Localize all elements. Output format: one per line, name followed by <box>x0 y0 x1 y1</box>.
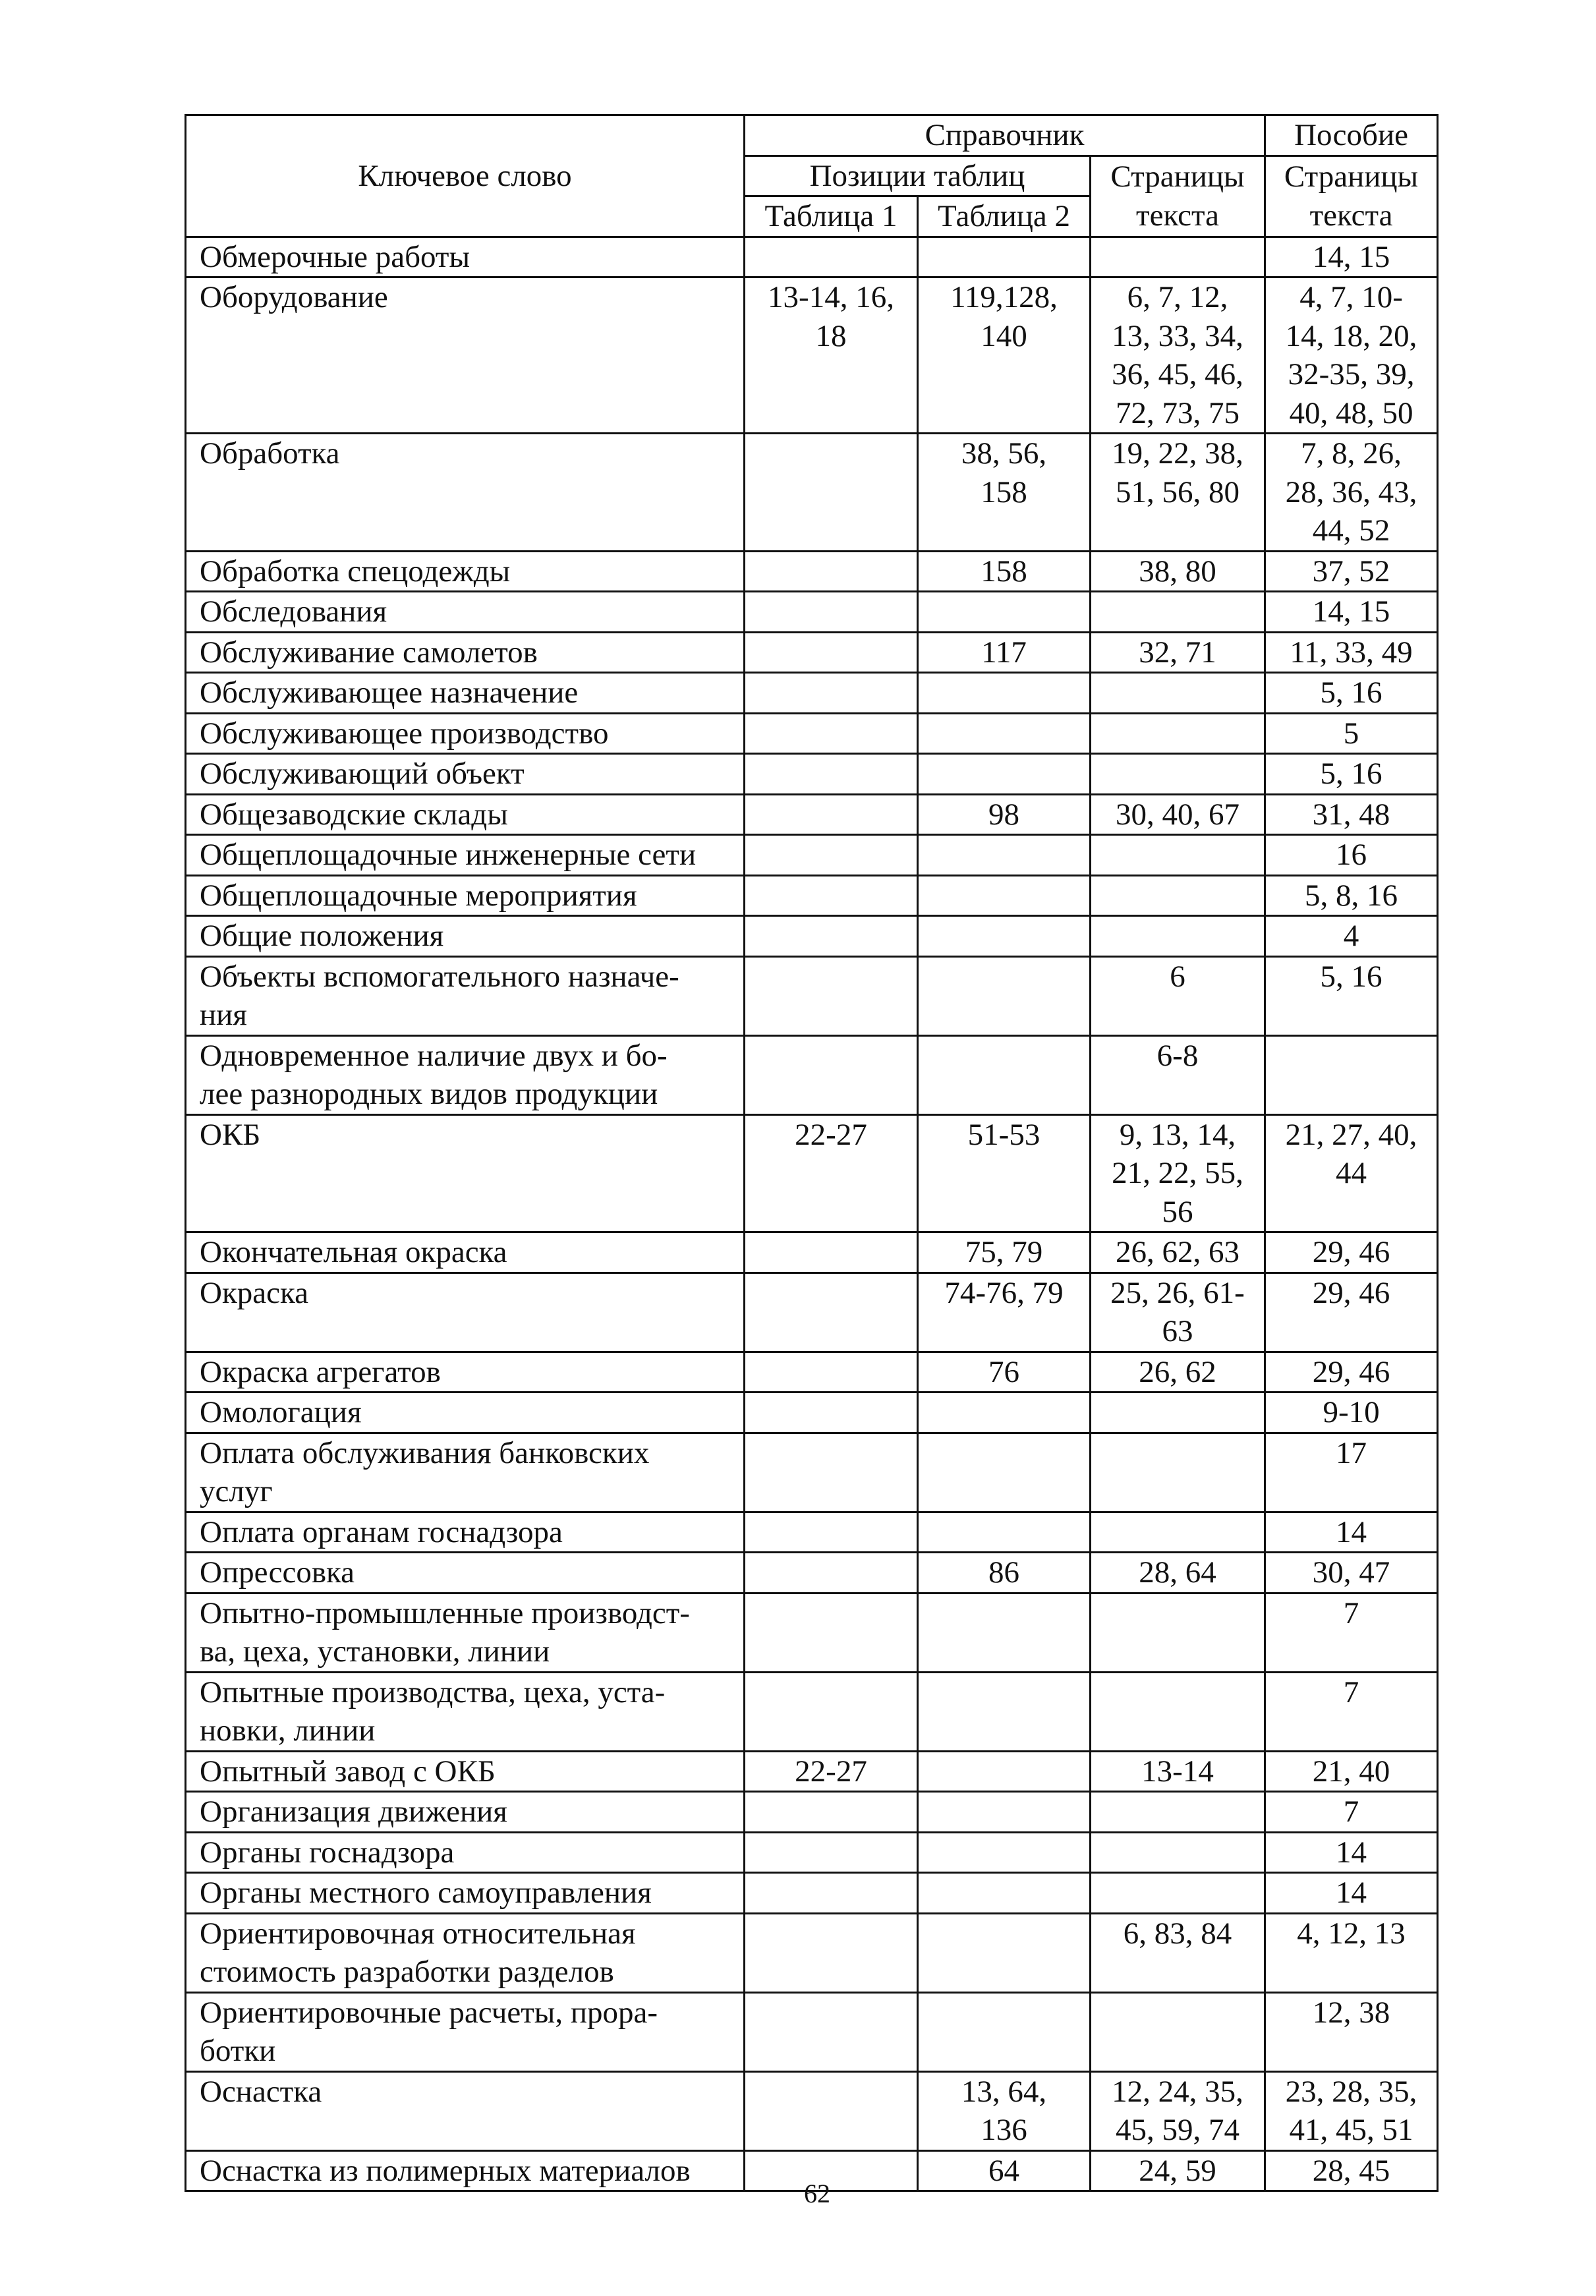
cell-manual-pages: 29, 46 <box>1265 1352 1438 1392</box>
cell-table2: 117 <box>918 632 1091 673</box>
cell-manual-pages: 5, 16 <box>1265 754 1438 795</box>
cell-table2 <box>918 1792 1091 1833</box>
cell-table1 <box>745 713 918 754</box>
table-row <box>186 1352 1438 1392</box>
cell-reference-pages <box>1091 1832 1265 1873</box>
cell-keyword: Окраска агрегатов <box>186 1352 745 1392</box>
cell-manual-pages: 5, 16 <box>1265 956 1438 1035</box>
cell-table1: 13-14, 16, 18 <box>745 277 918 434</box>
cell-table1 <box>745 754 918 795</box>
cell-table1 <box>745 551 918 592</box>
cell-keyword: Обработка <box>186 434 745 552</box>
cell-table2 <box>918 875 1091 916</box>
cell-manual-pages: 4, 7, 10- 14, 18, 20, 32-35, 39, 40, 48, 50 <box>1265 277 1438 434</box>
cell-keyword: Органы госнадзора <box>186 1832 745 1873</box>
cell-keyword: Оснастка <box>186 2071 745 2150</box>
cell-reference-pages: 9, 13, 14, 21, 22, 55, 56 <box>1091 1114 1265 1232</box>
cell-table1 <box>745 1832 918 1873</box>
cell-table2 <box>918 1992 1091 2071</box>
cell-manual-pages: 30, 47 <box>1265 1553 1438 1593</box>
cell-table1 <box>745 673 918 714</box>
cell-reference-pages: 13-14 <box>1091 1751 1265 1792</box>
cell-reference-pages: 25, 26, 61- 63 <box>1091 1273 1265 1352</box>
cell-reference-pages <box>1091 1512 1265 1553</box>
cell-reference-pages: 26, 62 <box>1091 1352 1265 1392</box>
cell-manual-pages: 23, 28, 35, 41, 45, 51 <box>1265 2071 1438 2150</box>
cell-table2: 74-76, 79 <box>918 1273 1091 1352</box>
cell-manual-pages: 7 <box>1265 1672 1438 1751</box>
cell-table2: 76 <box>918 1352 1091 1392</box>
cell-reference-pages <box>1091 673 1265 714</box>
cell-keyword: Опытный завод с ОКБ <box>186 1751 745 1792</box>
cell-table1 <box>745 1672 918 1751</box>
cell-table1 <box>745 592 918 633</box>
header-keyword: Ключевое слово <box>186 115 745 237</box>
cell-table2 <box>918 1751 1091 1792</box>
table-row <box>186 1035 1438 1114</box>
cell-table1 <box>745 1593 918 1672</box>
table-row <box>186 875 1438 916</box>
cell-table1 <box>745 1035 918 1114</box>
cell-table1 <box>745 1553 918 1593</box>
table-row <box>186 1992 1438 2071</box>
cell-reference-pages <box>1091 1672 1265 1751</box>
cell-table1 <box>745 1913 918 1992</box>
cell-reference-pages: 12, 24, 35, 45, 59, 74 <box>1091 2071 1265 2150</box>
cell-table2 <box>918 673 1091 714</box>
table-body <box>186 237 1438 2191</box>
table-row <box>186 1273 1438 1352</box>
table-row <box>186 1512 1438 1553</box>
cell-table2: 98 <box>918 794 1091 835</box>
table-row <box>186 916 1438 957</box>
table-row <box>186 1553 1438 1593</box>
cell-table2 <box>918 237 1091 277</box>
cell-table2 <box>918 1433 1091 1512</box>
cell-manual-pages: 7, 8, 26, 28, 36, 43, 44, 52 <box>1265 434 1438 552</box>
cell-table2: 75, 79 <box>918 1232 1091 1273</box>
cell-table2 <box>918 1832 1091 1873</box>
cell-reference-pages <box>1091 754 1265 795</box>
cell-reference-pages: 28, 64 <box>1091 1553 1265 1593</box>
cell-keyword: Окраска <box>186 1273 745 1352</box>
cell-reference-pages <box>1091 1992 1265 2071</box>
cell-table2: 13, 64, 136 <box>918 2071 1091 2150</box>
cell-table1 <box>745 1873 918 1914</box>
header-reference: Справочник <box>745 115 1265 156</box>
table-row <box>186 754 1438 795</box>
cell-table2 <box>918 1512 1091 1553</box>
header-table1: Таблица 1 <box>745 196 918 237</box>
header-manual-pages: Страницы текста <box>1265 156 1438 237</box>
cell-keyword: Обследования <box>186 592 745 633</box>
cell-table1 <box>745 632 918 673</box>
header-table2: Таблица 2 <box>918 196 1091 237</box>
cell-keyword: Ориентировочные расчеты, прора- ботки <box>186 1992 745 2071</box>
table-row <box>186 2071 1438 2150</box>
cell-reference-pages: 30, 40, 67 <box>1091 794 1265 835</box>
cell-table2: 158 <box>918 551 1091 592</box>
cell-keyword: Окончательная окраска <box>186 1232 745 1273</box>
table-row <box>186 1232 1438 1273</box>
cell-table1 <box>745 1992 918 2071</box>
cell-reference-pages <box>1091 1873 1265 1914</box>
cell-keyword: Обслуживающее назначение <box>186 673 745 714</box>
cell-keyword: Обмерочные работы <box>186 237 745 277</box>
cell-table2: 119,128, 140 <box>918 277 1091 434</box>
table-row <box>186 1392 1438 1433</box>
cell-manual-pages: 14, 15 <box>1265 237 1438 277</box>
table-row <box>186 1873 1438 1914</box>
table-row <box>186 434 1438 552</box>
cell-manual-pages: 16 <box>1265 835 1438 876</box>
cell-reference-pages <box>1091 835 1265 876</box>
cell-keyword: ОКБ <box>186 1114 745 1232</box>
cell-keyword: Оплата обслуживания банковских услуг <box>186 1433 745 1512</box>
cell-manual-pages: 4 <box>1265 916 1438 957</box>
cell-keyword: Оснастка из полимерных материалов <box>186 2150 745 2191</box>
cell-keyword: Общеплощадочные инженерные сети <box>186 835 745 876</box>
cell-table1 <box>745 794 918 835</box>
cell-table1 <box>745 1433 918 1512</box>
table-row <box>186 592 1438 633</box>
cell-table1: 22-27 <box>745 1751 918 1792</box>
cell-manual-pages: 14, 15 <box>1265 592 1438 633</box>
cell-manual-pages <box>1265 1035 1438 1114</box>
cell-table1 <box>745 1232 918 1273</box>
cell-manual-pages: 29, 46 <box>1265 1232 1438 1273</box>
cell-manual-pages: 5, 16 <box>1265 673 1438 714</box>
table-row <box>186 835 1438 876</box>
cell-reference-pages: 6, 7, 12, 13, 33, 34, 36, 45, 46, 72, 73, 75 <box>1091 277 1265 434</box>
cell-table2 <box>918 754 1091 795</box>
cell-keyword: Опытно-промышленные производст- ва, цеха, установки, линии <box>186 1593 745 1672</box>
cell-reference-pages: 24, 59 <box>1091 2150 1265 2191</box>
cell-manual-pages: 7 <box>1265 1593 1438 1672</box>
table-row <box>186 1593 1438 1672</box>
cell-keyword: Опытные производства, цеха, уста- новки, линии <box>186 1672 745 1751</box>
cell-reference-pages: 19, 22, 38, 51, 56, 80 <box>1091 434 1265 552</box>
cell-keyword: Организация движения <box>186 1792 745 1833</box>
cell-table2 <box>918 713 1091 754</box>
cell-manual-pages: 14 <box>1265 1512 1438 1553</box>
cell-manual-pages: 31, 48 <box>1265 794 1438 835</box>
cell-reference-pages <box>1091 1433 1265 1512</box>
cell-reference-pages: 6 <box>1091 956 1265 1035</box>
cell-table1 <box>745 1392 918 1433</box>
cell-keyword: Обработка спецодежды <box>186 551 745 592</box>
cell-table1 <box>745 875 918 916</box>
table-row <box>186 713 1438 754</box>
cell-manual-pages: 5 <box>1265 713 1438 754</box>
cell-table2: 38, 56, 158 <box>918 434 1091 552</box>
cell-reference-pages <box>1091 916 1265 957</box>
cell-table2: 51-53 <box>918 1114 1091 1232</box>
cell-keyword: Опрессовка <box>186 1553 745 1593</box>
table-row <box>186 1114 1438 1232</box>
cell-table2 <box>918 1913 1091 1992</box>
table-row <box>186 1792 1438 1833</box>
table-row <box>186 956 1438 1035</box>
cell-manual-pages: 17 <box>1265 1433 1438 1512</box>
cell-keyword: Общезаводские склады <box>186 794 745 835</box>
cell-keyword: Омологация <box>186 1392 745 1433</box>
cell-table2: 86 <box>918 1553 1091 1593</box>
table-row <box>186 794 1438 835</box>
cell-reference-pages: 26, 62, 63 <box>1091 1232 1265 1273</box>
table-row <box>186 632 1438 673</box>
table-row <box>186 277 1438 434</box>
cell-manual-pages: 29, 46 <box>1265 1273 1438 1352</box>
cell-keyword: Общеплощадочные мероприятия <box>186 875 745 916</box>
cell-table1 <box>745 956 918 1035</box>
cell-manual-pages: 21, 27, 40, 44 <box>1265 1114 1438 1232</box>
cell-table1 <box>745 434 918 552</box>
cell-table1 <box>745 1512 918 1553</box>
cell-manual-pages: 5, 8, 16 <box>1265 875 1438 916</box>
cell-reference-pages: 6-8 <box>1091 1035 1265 1114</box>
cell-reference-pages <box>1091 713 1265 754</box>
cell-keyword: Органы местного самоуправления <box>186 1873 745 1914</box>
cell-table2 <box>918 1593 1091 1672</box>
table-row <box>186 1913 1438 1992</box>
cell-table2 <box>918 1035 1091 1114</box>
page-number: 62 <box>804 2179 830 2208</box>
cell-keyword: Оборудование <box>186 277 745 434</box>
cell-table1 <box>745 2071 918 2150</box>
cell-reference-pages <box>1091 237 1265 277</box>
cell-table2 <box>918 835 1091 876</box>
cell-keyword: Обслуживающее производство <box>186 713 745 754</box>
cell-manual-pages: 11, 33, 49 <box>1265 632 1438 673</box>
table-row <box>186 1832 1438 1873</box>
table-row <box>186 237 1438 277</box>
cell-reference-pages <box>1091 875 1265 916</box>
cell-table2 <box>918 956 1091 1035</box>
table-row <box>186 1672 1438 1751</box>
cell-manual-pages: 9-10 <box>1265 1392 1438 1433</box>
cell-table1 <box>745 916 918 957</box>
cell-manual-pages: 21, 40 <box>1265 1751 1438 1792</box>
cell-manual-pages: 28, 45 <box>1265 2150 1438 2191</box>
cell-table2: 64 <box>918 2150 1091 2191</box>
cell-table2 <box>918 592 1091 633</box>
cell-keyword: Ориентировочная относительная стоимость разработки разделов <box>186 1913 745 1992</box>
header-table-positions: Позиции таблиц <box>745 156 1091 196</box>
cell-reference-pages <box>1091 592 1265 633</box>
table-row <box>186 551 1438 592</box>
header-reference-pages: Страницы текста <box>1091 156 1265 237</box>
table-row <box>186 673 1438 714</box>
cell-reference-pages: 32, 71 <box>1091 632 1265 673</box>
cell-table1 <box>745 1273 918 1352</box>
keyword-index-table <box>185 114 1439 2192</box>
cell-keyword: Общие положения <box>186 916 745 957</box>
cell-table2 <box>918 916 1091 957</box>
cell-manual-pages: 14 <box>1265 1873 1438 1914</box>
cell-reference-pages <box>1091 1792 1265 1833</box>
cell-table2 <box>918 1672 1091 1751</box>
table-row <box>186 1751 1438 1792</box>
cell-table2 <box>918 1392 1091 1433</box>
cell-table1 <box>745 1792 918 1833</box>
cell-table1 <box>745 1352 918 1392</box>
cell-keyword: Объекты вспомогательного назначе- ния <box>186 956 745 1035</box>
cell-table1 <box>745 835 918 876</box>
cell-reference-pages: 6, 83, 84 <box>1091 1913 1265 1992</box>
cell-manual-pages: 14 <box>1265 1832 1438 1873</box>
cell-reference-pages <box>1091 1392 1265 1433</box>
cell-reference-pages: 38, 80 <box>1091 551 1265 592</box>
cell-keyword: Обслуживание самолетов <box>186 632 745 673</box>
cell-table1 <box>745 237 918 277</box>
cell-keyword: Обслуживающий объект <box>186 754 745 795</box>
cell-table2 <box>918 1873 1091 1914</box>
table-row <box>186 1433 1438 1512</box>
cell-keyword: Одновременное наличие двух и бо- лее разнородных видов продукции <box>186 1035 745 1114</box>
cell-manual-pages: 12, 38 <box>1265 1992 1438 2071</box>
header-manual: Пособие <box>1265 115 1438 156</box>
cell-manual-pages: 4, 12, 13 <box>1265 1913 1438 1992</box>
cell-keyword: Оплата органам госнадзора <box>186 1512 745 1553</box>
cell-reference-pages <box>1091 1593 1265 1672</box>
cell-manual-pages: 7 <box>1265 1792 1438 1833</box>
cell-table1: 22-27 <box>745 1114 918 1232</box>
cell-manual-pages: 37, 52 <box>1265 551 1438 592</box>
